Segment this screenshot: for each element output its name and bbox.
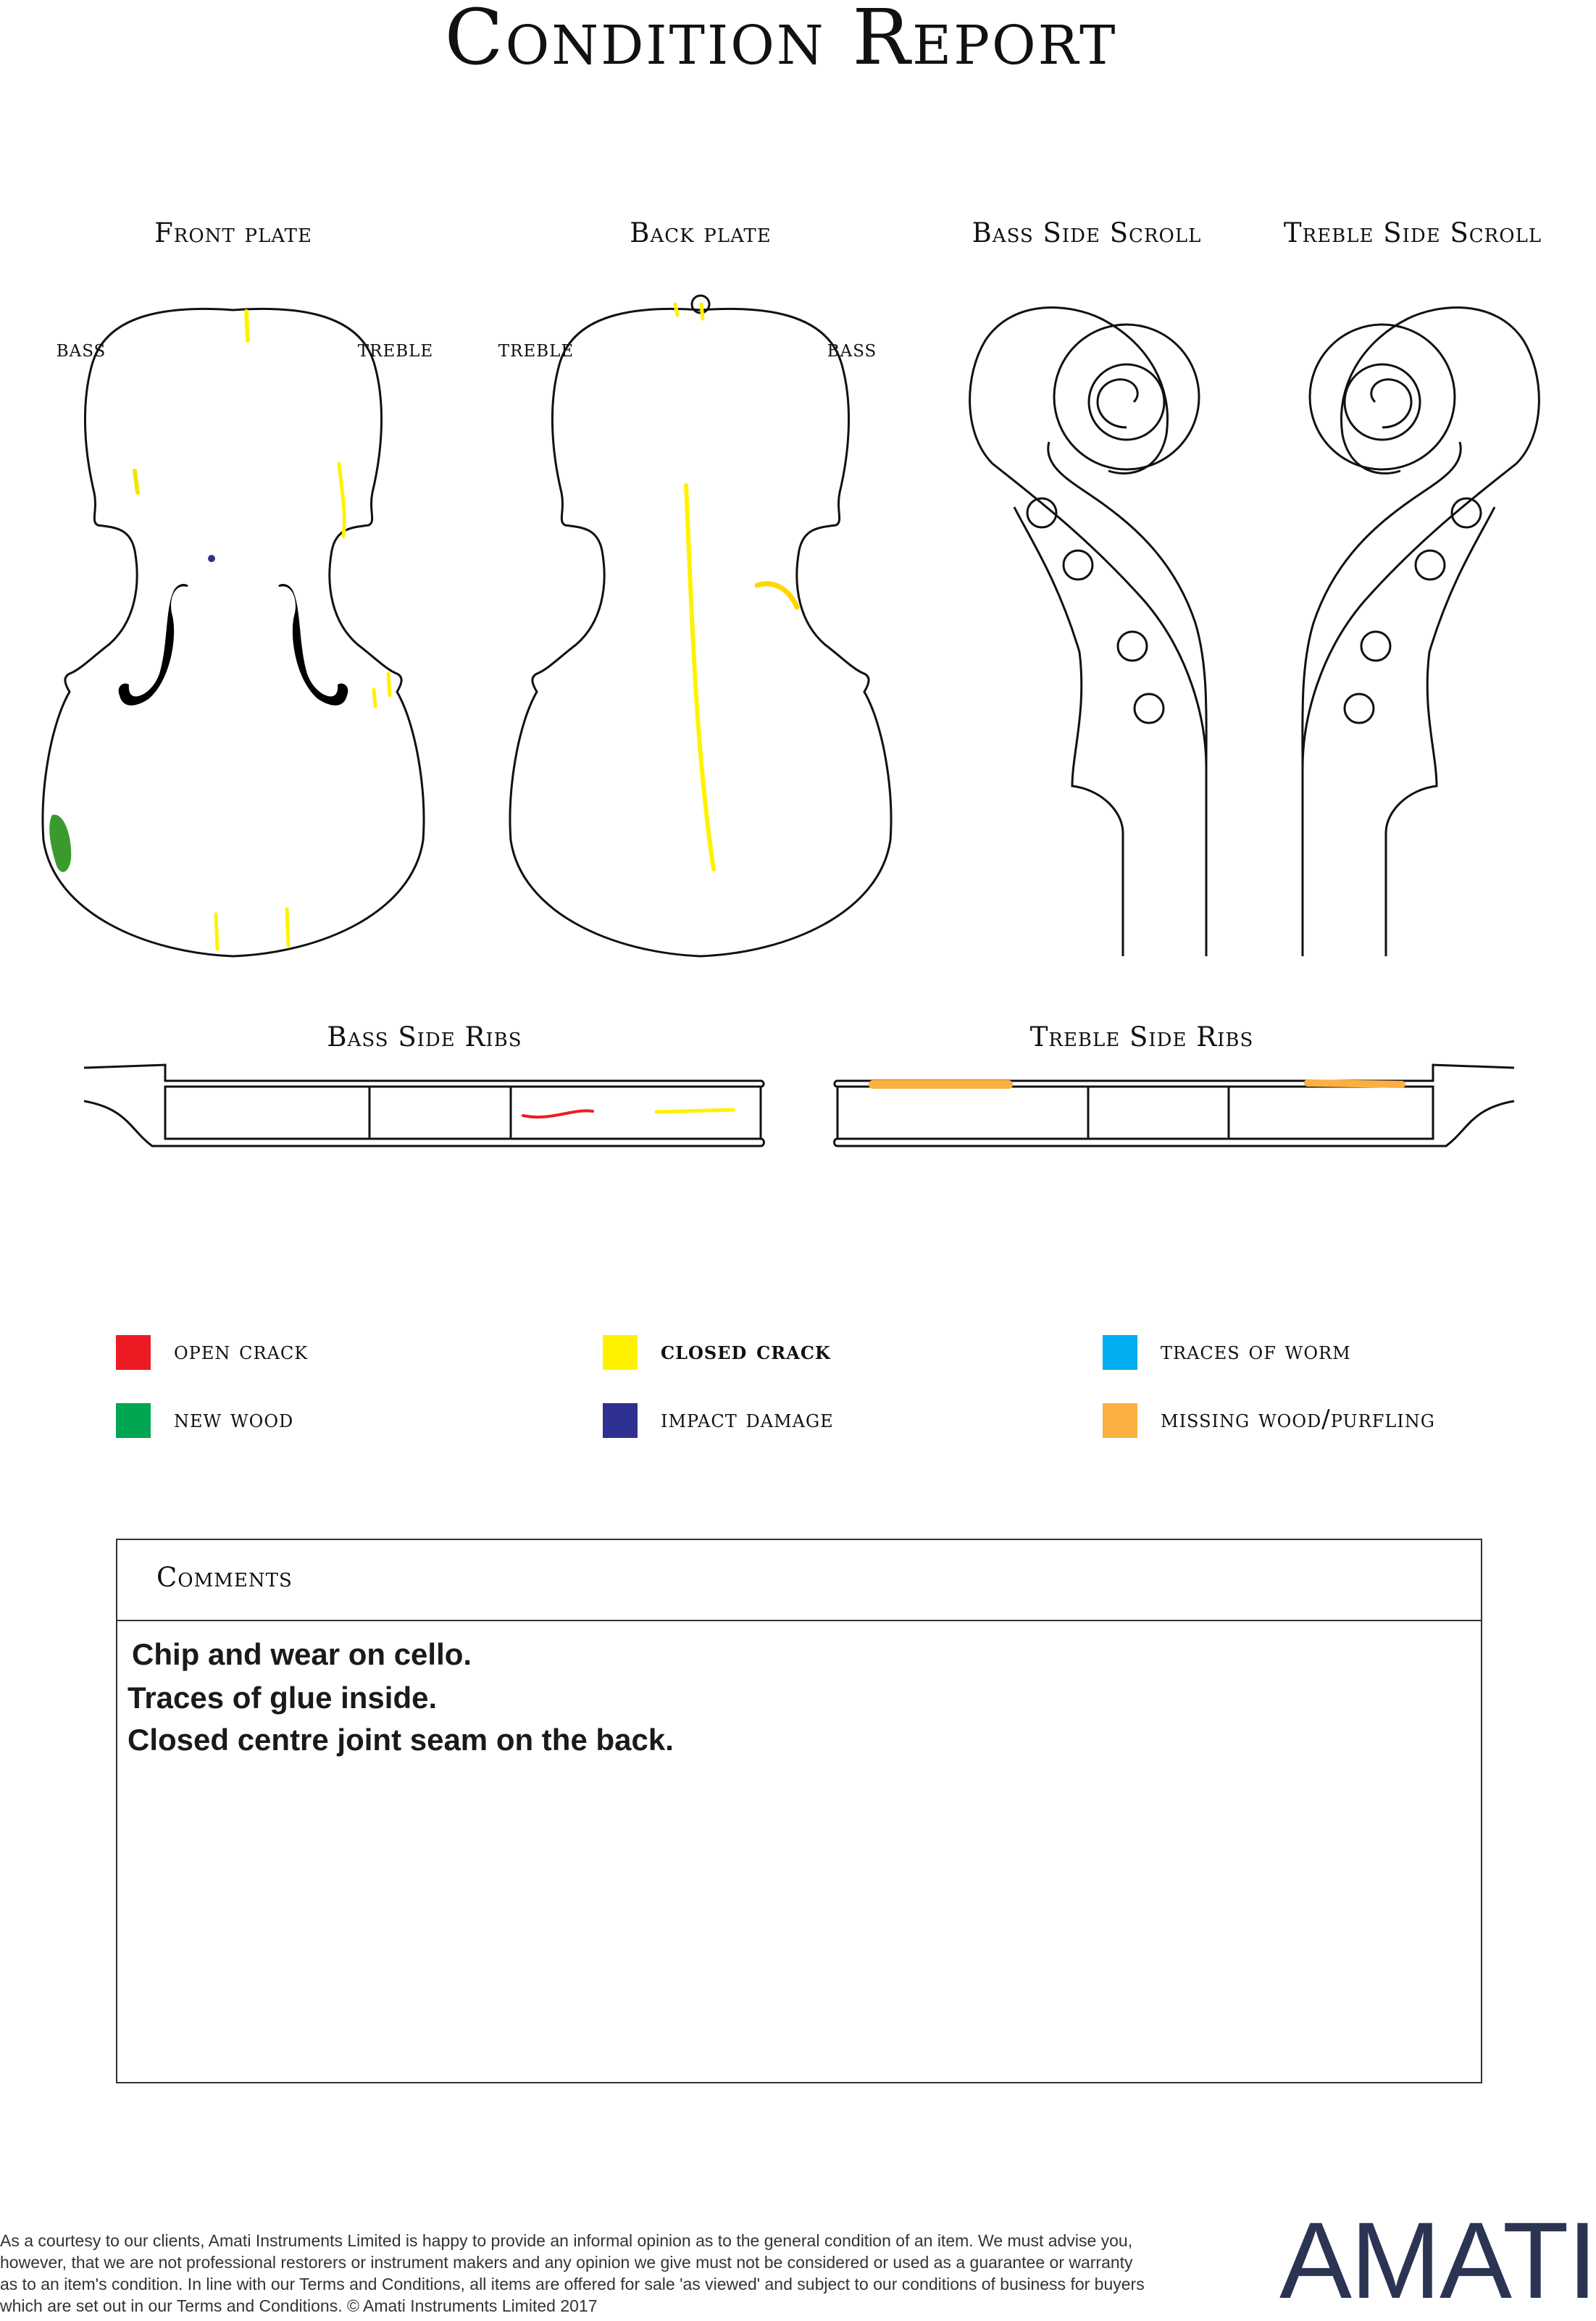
bass-side-scroll-heading: Bass Side Scroll [972,217,1202,248]
open-crack-swatch [116,1335,151,1370]
legend-label: missing wood/purfling [1161,1405,1435,1434]
comments-header [117,1540,1481,1621]
bass-scroll-inner [1014,507,1123,956]
back-bass-label: BASS [827,342,877,361]
bass-side-ribs-heading: Bass Side Ribs [327,1021,522,1053]
back-plate-heading: Back plate [630,217,772,248]
impact-damage-marking [208,555,215,562]
damage-markings [135,304,1402,1117]
missing-wood-purfling-swatch [1103,1403,1137,1438]
treble-side-scroll-heading: Treble Side Scroll [1283,217,1542,248]
closed-crack-swatch [603,1335,638,1370]
comment-line: Traces of glue inside. [128,1681,438,1715]
treble-ribs-outline [835,1065,1515,1146]
comment-line: Chip and wear on cello. [132,1637,472,1671]
legend-label: open crack [174,1337,309,1366]
comments-title: Comments [156,1562,293,1593]
legend-label: traces of worm [1161,1337,1351,1366]
front-plate-heading: Front plate [154,217,312,248]
front-plate-outline [43,309,424,956]
front-bass-label: BASS [56,342,106,361]
traces-of-worm-swatch [1103,1335,1137,1370]
new-wood-marking [49,815,71,872]
treble-side-ribs-heading: Treble Side Ribs [1029,1021,1254,1053]
back-plate-outline [510,309,891,956]
impact-damage-swatch [603,1403,638,1438]
page-title: Condition Report [444,0,1118,82]
amati-logo: AMATI [1279,2199,1596,2321]
f-holes [119,584,348,706]
comment-line: Closed centre joint seam on the back. [128,1723,674,1757]
bass-ribs-outline [84,1065,764,1146]
front-treble-label: TREBLE [357,342,434,361]
legend-label: new wood [174,1405,294,1434]
legend-label: impact damage [661,1405,834,1434]
new-wood-swatch [116,1403,151,1438]
back-treble-label: TREBLE [498,342,575,361]
comments-box [116,1539,1482,2083]
disclaimer-text: As a courtesy to our clients, Amati Instruments Limited is happy to provide an informal opinion as to the general condition of an item. We must advise you, however, that we are not professional restorers or instrument makers and any opinion we give must not be considered or used as a guarantee or warranty as to an item's condition. In line with our Terms and Conditions, all items are offered for sale 'as viewed' and subject to our conditions of business for buyers which are set out in our Terms and Conditions. © Amati Instruments Limited 2017 [0,2231,1145,2315]
legend-label: closed crack [661,1337,831,1366]
